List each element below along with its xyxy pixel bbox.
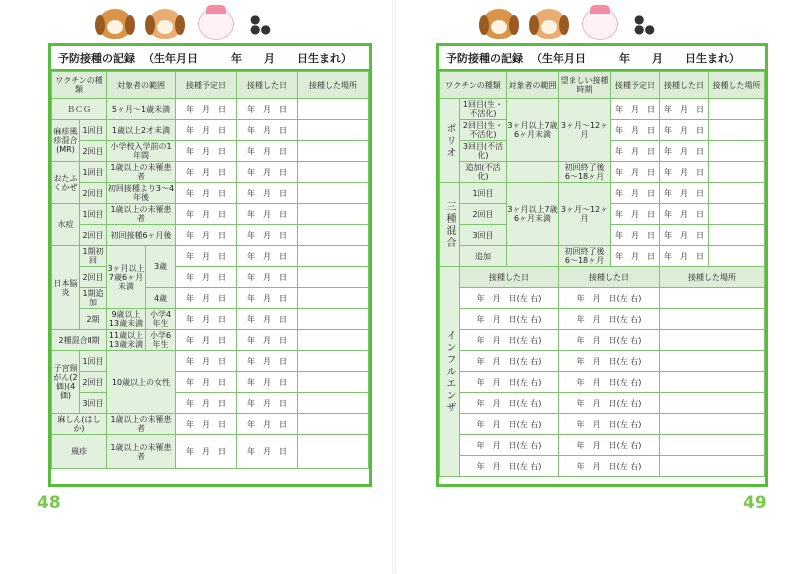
vaccination-table-48: ワクチンの種類 対象者の範囲 接種予定日 接種した日 接種した場所 ＢＣＧ 5ヶ月〜1歳未満 年 月 日 年 月 日 麻疹風疹混合(MR) 1回目 1歳以上2才未満 年 月 日 年 月 日 2回目 小学校入学前の1年間 年 月 日 年 月 日 おたふくかぜ 1回目 1歳以上の未罹患者 年 月 日 年 月 日 2回目 初回接種より3〜4年後 年 月 日 年 月 日 水痘 1回目 1歳以上の未罹患者 年 月 日 年 月 日 2回目 初回接種6ヶ月後 年 月 日 年 月 日 日本脳炎 1期初回 3ヶ月以上7歳6ヶ月未満 3歳 年 月 日 年 月 日 2回目 年 月 日 年 月 日 1期追加 4歳 年 月 日 年 月 日 2期 9歳以上13歳未満 小学4年生 年 月 日 年 月 日 2種混合Ⅱ期 11歳以上13歳未満 小学6年生 年 月 日 年 月 日 子宮頸がん(2価)(4価) 1回目 10歳以上の女性 年 月 日 年 月 日 2回目 年 月 日 年 月 日 3回目 年 月 日 年 月 日 麻しん(はしか) 1歳以上の未罹患者 年 月 日 年 月 日 風疹 1歳以上の未罹患者 年 月 日 年 月 日 bbox=[51, 71, 369, 469]
right-page-icons bbox=[482, 8, 654, 40]
paw-print-icon: ● ●● bbox=[634, 12, 655, 36]
header-place: 接種した場所 bbox=[298, 72, 369, 99]
place-cell[interactable] bbox=[298, 99, 369, 120]
header-planned-date: 接種予定日 bbox=[176, 72, 237, 99]
page-title-49: 予防接種の記録 （生年月日 年 月 日生まれ） bbox=[439, 46, 765, 71]
puppy-head-icon bbox=[532, 9, 566, 39]
paw-print-icon: ● ●● bbox=[250, 12, 271, 36]
nurse-cat-icon bbox=[582, 8, 618, 40]
page-49 bbox=[436, 43, 768, 487]
vaccination-table-49: ワクチンの種類 対象者の範囲 望ましい接種時期 接種予定日 接種した日 接種した場所 ポリオ 1回目(生・不活化) 3ヶ月以上7歳6ヶ月未満 3ヶ月〜12ヶ月 年 月 日 年 月 日 2回目(生・不活化) 年 月 日 年 月 日 3回目(不活化) 年 月 日 年 月 日 追加(不活化) 初回終了後6〜18ヶ月 年 月 日 年 月 日 三種混合 1回目 3ヶ月以上7歳6ヶ月未満 3ヶ月〜12ヶ月 年 月 日 年 月 日 2回目 年 月 日 年 月 日 3回目 年 月 日 年 月 日 追加 初回終了後6〜18ヶ月 年 月 日 年 月 日 インフルエンザ 接種した日 接種した日 接種した場所 年 月 日(左 右) 年 月 日(左 右) 年 月 日(左 右) 年 月 日(左 右) 年 月 日(左 右) 年 月 日(左 右) 年 月 日(左 右) 年 月 日(左 右) 年 月 日(左 右) 年 月 日(左 右) 年 月 日(左 右) 年 月 日(左 右) 年 月 日(左 右) 年 月 日(左 右) 年 月 日(左 右) 年 月 日(左 右) 年 月 日(左 右) 年 月 日(左 右) bbox=[439, 71, 765, 477]
page-title-48: 予防接種の記録 （生年月日 年 月 日生まれ） bbox=[51, 46, 369, 71]
header-vaccine-type: ワクチンの種類 bbox=[52, 72, 107, 99]
left-page-icons bbox=[98, 8, 270, 40]
page-number-48: 48 bbox=[37, 493, 61, 513]
header-target-range: 対象者の範囲 bbox=[107, 72, 176, 99]
dog-head-icon bbox=[482, 9, 516, 39]
puppy-head-icon bbox=[148, 9, 182, 39]
page-number-49: 49 bbox=[743, 493, 767, 513]
nurse-cat-icon bbox=[198, 8, 234, 40]
dog-head-icon bbox=[98, 9, 132, 39]
page-gutter bbox=[392, 0, 396, 574]
header-received-date: 接種した日 bbox=[237, 72, 298, 99]
page-48 bbox=[48, 43, 372, 487]
